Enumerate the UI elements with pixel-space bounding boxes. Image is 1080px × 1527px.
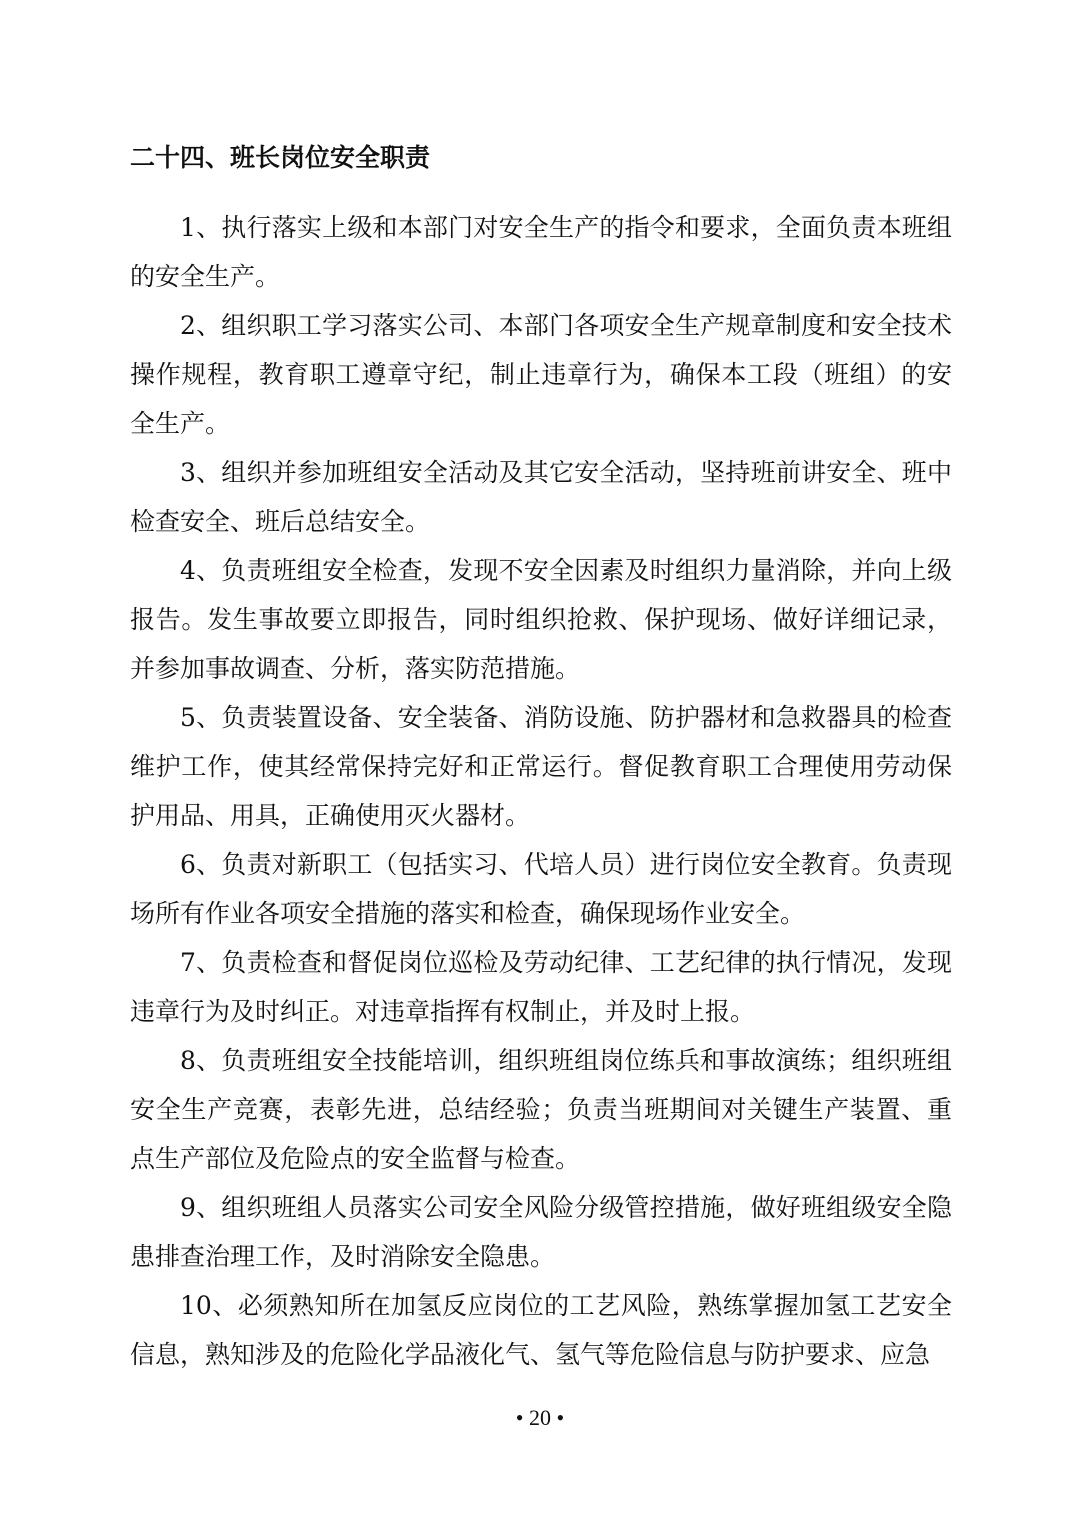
- paragraph-3: 3、组织并参加班组安全活动及其它安全活动，坚持班前讲安全、班中检查安全、班后总结安全。: [130, 458, 952, 536]
- body-text: [130, 203, 952, 1379]
- paragraph-10: 10、必须熟知所在加氢反应岗位的工艺风险，熟练掌握加氢工艺安全信息，熟知涉及的危险化学品液化气、氢气等危险信息与防护要求、应急: [130, 1291, 952, 1369]
- section-heading: 二十四、班长岗位安全职责: [130, 143, 431, 172]
- paragraph-9: 9、组织班组人员落实公司安全风险分级管控措施，做好班组级安全隐患排查治理工作，及时消除安全隐患。: [130, 1193, 952, 1271]
- paragraph-8: 8、负责班组安全技能培训，组织班组岗位练兵和事故演练；组织班组安全生产竞赛，表彰先进，总结经验；负责当班期间对关键生产装置、重点生产部位及危险点的安全监督与检查。: [130, 1046, 952, 1173]
- page-number: • 20 •: [515, 1405, 565, 1430]
- paragraph-2: 2、组织职工学习落实公司、本部门各项安全生产规章制度和安全技术操作规程，教育职工遵章守纪，制止违章行为，确保本工段（班组）的安全生产。: [130, 311, 952, 438]
- paragraph-7: 7、负责检查和督促岗位巡检及劳动纪律、工艺纪律的执行情况，发现违章行为及时纠正。对违章指挥有权制止，并及时上报。: [130, 948, 952, 1026]
- paragraph-1: 1、执行落实上级和本部门对安全生产的指令和要求，全面负责本班组的安全生产。: [130, 213, 952, 291]
- paragraph-5: 5、负责装置设备、安全装备、消防设施、防护器材和急救器具的检查维护工作，使其经常保持完好和正常运行。督促教育职工合理使用劳动保护用品、用具，正确使用灭火器材。: [130, 703, 952, 830]
- paragraph-6: 6、负责对新职工（包括实习、代培人员）进行岗位安全教育。负责现场所有作业各项安全措施的落实和检查，确保现场作业安全。: [130, 850, 952, 928]
- paragraph-4: 4、负责班组安全检查，发现不安全因素及时组织力量消除，并向上级报告。发生事故要立即报告，同时组织抢救、保护现场、做好详细记录，并参加事故调查、分析，落实防范措施。: [130, 556, 952, 683]
